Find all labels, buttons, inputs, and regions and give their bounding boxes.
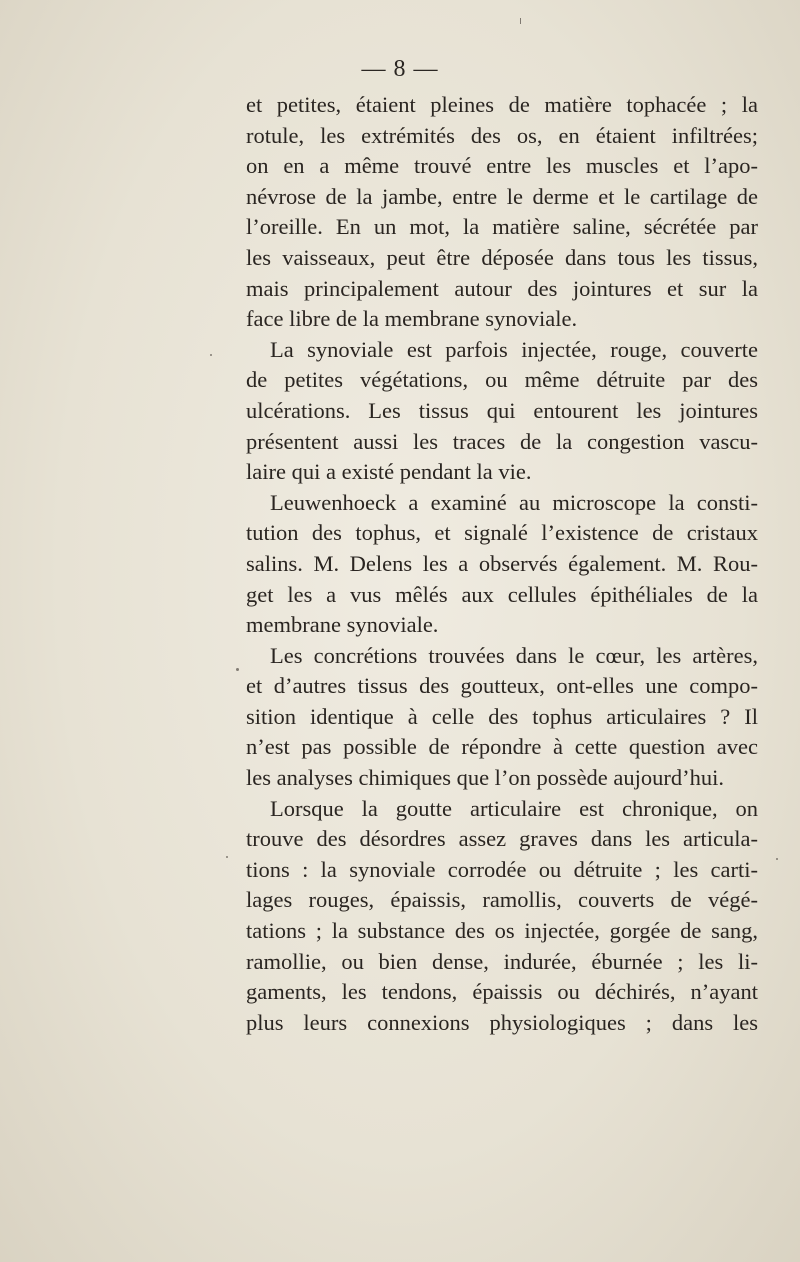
paper-speck bbox=[520, 18, 521, 24]
text-line: gaments, les tendons, épaissis ou déchirés, n’ayant bbox=[246, 979, 758, 1005]
text-line: l’oreille. En un mot, la matière saline, sécrétée par bbox=[246, 214, 758, 240]
text-line: trouve des désordres assez graves dans les articula- bbox=[246, 826, 758, 852]
text-line: sition identique à celle des tophus articulaires ? Il bbox=[246, 703, 758, 729]
text-line: et d’autres tissus des goutteux, ont-elles une compo- bbox=[246, 673, 758, 699]
text-line: Lorsque la goutte articulaire est chronique, on bbox=[270, 795, 758, 821]
text-line: Les concrétions trouvées dans le cœur, les artères, bbox=[270, 642, 758, 668]
text-line: tions : la synoviale corrodée ou détruite ; les carti- bbox=[246, 856, 758, 882]
paper-speck bbox=[226, 856, 228, 858]
text-line: tations ; la substance des os injectée, gorgée de sang, bbox=[246, 918, 758, 944]
text-line: les vaisseaux, peut être déposée dans tous les tissus, bbox=[246, 244, 758, 270]
text-line: n’est pas possible de répondre à cette question avec bbox=[246, 734, 758, 760]
text-line: mais principalement autour des jointures et sur la bbox=[246, 275, 758, 301]
body-text bbox=[246, 90, 758, 1038]
text-line: salins. M. Delens les a observés également. M. Rou- bbox=[246, 550, 758, 576]
paper-speck bbox=[210, 354, 212, 356]
text-line: La synoviale est parfois injectée, rouge, couverte bbox=[270, 336, 758, 362]
text-line: les analyses chimiques que l’on possède aujourd’hui. bbox=[246, 765, 725, 791]
text-line: membrane synoviale. bbox=[246, 612, 439, 638]
page-number: — 8 — bbox=[361, 56, 439, 82]
text-line: lages rouges, épaissis, ramollis, couverts de végé- bbox=[246, 887, 758, 913]
text-line: face libre de la membrane synoviale. bbox=[246, 306, 578, 332]
text-line: tution des tophus, et signalé l’existence de cristaux bbox=[246, 520, 758, 546]
text-line: plus leurs connexions physiologiques ; dans les bbox=[246, 1009, 758, 1035]
paper-speck bbox=[236, 668, 239, 671]
text-line: de petites végétations, ou même détruite par des bbox=[246, 367, 758, 393]
text-line: et petites, étaient pleines de matière tophacée ; la bbox=[246, 92, 758, 117]
text-line: Leuwenhoeck a examiné au microscope la consti- bbox=[270, 489, 758, 515]
text-line: on en a même trouvé entre les muscles et l’apo- bbox=[246, 153, 758, 179]
text-line: ramollie, ou bien dense, indurée, éburnée ; les li- bbox=[246, 948, 758, 974]
text-line: get les a vus mêlés aux cellules épithéliales de la bbox=[246, 581, 758, 607]
paper-speck bbox=[776, 858, 778, 860]
text-line: rotule, les extrémités des os, en étaient infiltrées; bbox=[246, 122, 758, 148]
text-line: ulcérations. Les tissus qui entourent les jointures bbox=[246, 397, 758, 423]
text-line: névrose de la jambe, entre le derme et le cartilage de bbox=[246, 183, 758, 209]
text-line: laire qui a existé pendant la vie. bbox=[246, 459, 532, 485]
text-line: présentent aussi les traces de la congestion vascu- bbox=[246, 428, 758, 454]
